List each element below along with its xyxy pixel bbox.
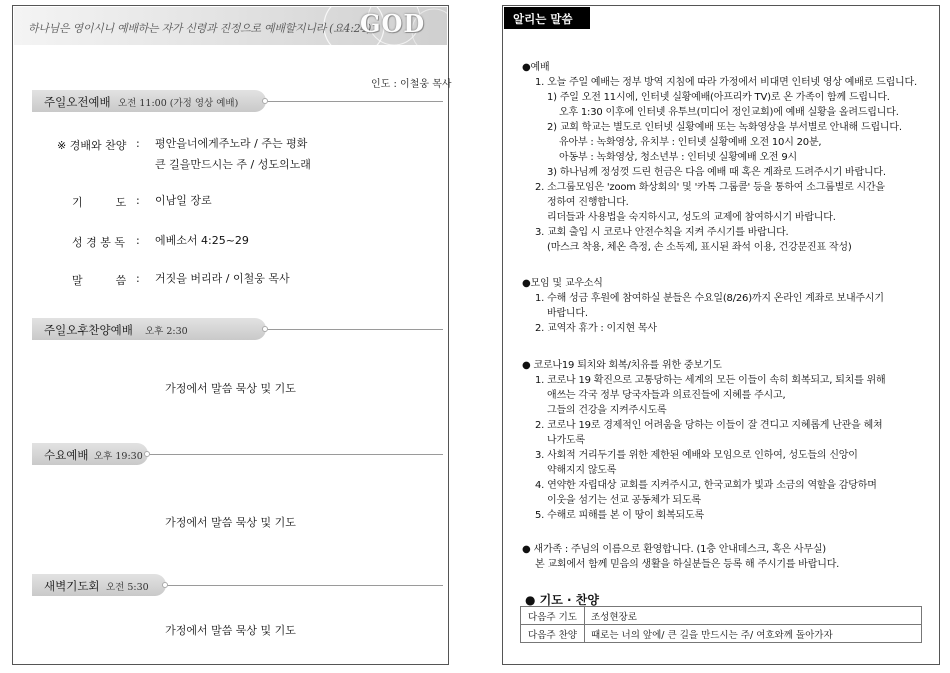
announcements-page — [502, 5, 940, 665]
notice-line: 그들의 건강을 지켜주시도록 — [547, 405, 667, 416]
section-title: 주일오후찬양예배 — [44, 323, 133, 337]
prayer-praise-title: ● 기도 · 찬양 — [525, 593, 599, 607]
row-label-praise: ※ 경배와 찬양 — [57, 139, 127, 152]
notice-line: 오후 1:30 이후에 인터넷 유투브(미디어 정인교회)에 예배 실황을 올려드립니다. — [559, 107, 899, 118]
table-value: 때로는 너의 앞에/ 큰 길을 만드시는 주/ 여호와께 돌아가자 — [585, 625, 922, 643]
section-title: 새벽기도회 — [44, 579, 100, 593]
notice-line: 1. 오늘 주일 예배는 정부 방역 지침에 따라 가정에서 비대면 인터넷 영상 예배로 드립니다. — [535, 77, 917, 88]
section-time: 오전 11:00 (가정 영상 예배) — [118, 98, 239, 109]
notice-line: 4. 연약한 자립대상 교회를 지켜주시고, 한국교회가 빛과 소금의 역할을 감당하며 — [535, 480, 877, 491]
notice-line: 정하여 진행합니다. — [547, 197, 629, 208]
notice-line: 1) 주일 오전 11시에, 인터넷 실황예배(아프리카 TV)로 온 가족이 함께 드립니다. — [547, 92, 890, 103]
notice-line: 이웃을 섬기는 선교 공동체가 되도록 — [547, 495, 701, 506]
table-value: 조성현장로 — [585, 607, 922, 625]
notice-line: 2. 소그룹모임은 'zoom 화상회의' 및 '카톡 그룹콜' 등을 통하여 소그룹별로 시간을 — [535, 182, 885, 193]
notice-line: 유아부 : 녹화영상, 유치부 : 인터넷 실황예배 오전 10시 20분, — [559, 137, 822, 148]
notice-line: 3) 하나님께 정성껏 드린 헌금은 다음 예배 때 혹은 계좌로 드려주시기 바랍니다. — [547, 167, 886, 178]
table-row — [521, 625, 922, 643]
announcements-tab: 알리는 말씀 — [504, 7, 590, 29]
row-value-scripture: 에베소서 4:25~29 — [155, 234, 249, 247]
notice-line: 바랍니다. — [547, 308, 588, 319]
table-key: 다음주 기도 — [521, 607, 585, 625]
row-label-sermon: 말 씀 — [72, 274, 127, 287]
notice-line: 2. 교역자 휴가 : 이지현 목사 — [535, 323, 657, 334]
row-value-praise: 평안을너에게주노라 / 주는 평화 큰 길을만드시는 주 / 성도의노래 — [155, 137, 311, 171]
section-time: 오후 2:30 — [145, 326, 188, 337]
notice-line: 아동부 : 녹화영상, 청소년부 : 인터넷 실황예배 오전 9시 — [559, 152, 797, 163]
afternoon-body: 가정에서 말씀 묵상 및 기도 — [165, 382, 296, 395]
row-label-prayer: 기 도 — [72, 196, 127, 209]
notice-line: 1. 코로나 19 확진으로 고통당하는 세계의 모든 이들이 속히 회복되고, 퇴치를 위해 — [535, 375, 886, 386]
notice-line: 리더들과 사용법을 숙지하시고, 성도의 교제에 참여하시기 바랍니다. — [547, 212, 836, 223]
row-label-scripture: 성 경 봉 독 — [72, 236, 125, 249]
notice-line: ● 코로나19 퇴치와 회복/치유를 위한 중보기도 — [522, 360, 722, 371]
section-title: 주일오전예배 — [44, 95, 111, 109]
wednesday-body: 가정에서 말씀 묵상 및 기도 — [165, 516, 296, 529]
notice-line: 1. 수해 성금 후원에 참여하실 분들은 수요일(8/26)까지 온라인 계좌로 보내주시기 — [535, 293, 884, 304]
notice-line: 5. 수해로 피해를 본 이 땅이 회복되도록 — [535, 510, 704, 521]
notice-line: ● 새가족 : 주님의 이름으로 환영합니다. (1층 안내데스크, 혹은 사무실) — [522, 544, 826, 555]
worship-order-page: 하나님은 영이시니 예배하는 자가 신령과 진정으로 예배할지니라 (요4:24) GOD 인도 : 이철웅 목사 주일오전예배 오전 11:00 (가정 영상 예배) ※ 경배와 찬양 : 평안을너에게주노라 / 주는 평화 큰 길을만드시는 주 / 성도의노래 기 도 : 이남일 장로 성 경 봉 독 : 에베소서 4:25~29 말 씀 : 거짓을 버리라 / 이철웅 목사 주일오후찬양예배 오후 2:30 가정에서 말씀 묵상 및 기도 수요예배 오후 19:30 가정에서 말씀 묵상 및 기도 새벽기도회 오전 5:30 가정에서 말씀 묵상 및 기도 — [12, 5, 449, 665]
banner-scripture-text: 하나님은 영이시니 예배하는 자가 신령과 진정으로 예배할지니라 (요4:24) — [28, 22, 371, 35]
dawn-body: 가정에서 말씀 묵상 및 기도 — [165, 624, 296, 637]
notice-line: 애쓰는 각국 정부 당국자들과 의료진들에 지혜를 주시고, — [547, 390, 786, 401]
section-title: 수요예배 — [44, 448, 89, 462]
notice-line: 나가도록 — [547, 435, 585, 446]
table-row — [521, 607, 922, 625]
row-value-prayer: 이남일 장로 — [155, 194, 212, 207]
notice-line: ●모임 및 교우소식 — [522, 278, 603, 289]
notice-line: 3. 교회 출입 시 코로나 안전수칙을 지켜 주시기를 바랍니다. — [535, 227, 789, 238]
section-time: 오후 19:30 — [94, 451, 143, 462]
table-key: 다음주 찬양 — [521, 625, 585, 643]
notice-line: 본 교회에서 함께 믿음의 생활을 하실분들은 등록 해 주시기를 바랍니다. — [535, 559, 840, 570]
prayer-praise-table — [520, 606, 922, 643]
scripture-banner — [14, 7, 447, 45]
worship-leader: 인도 : 이철웅 목사 — [371, 79, 452, 90]
notice-line: ●예배 — [522, 62, 550, 73]
row-value-sermon: 거짓을 버리라 / 이철웅 목사 — [155, 272, 290, 285]
section-time: 오전 5:30 — [106, 582, 149, 593]
god-logo: GOD — [360, 9, 426, 38]
notice-line: 약해지지 않도록 — [547, 465, 617, 476]
notice-line: 3. 사회적 거리두기를 위한 제한된 예배와 모임으로 인하여, 성도들의 신앙이 — [535, 450, 858, 461]
notice-line: (마스크 착용, 체온 측정, 손 소독제, 표시된 좌석 이용, 건강문진표 작성) — [547, 242, 852, 253]
notice-line: 2. 코로나 19로 경제적인 어려움을 당하는 이들이 잘 견디고 지혜롭게 난관을 헤쳐 — [535, 420, 883, 431]
notice-line: 2) 교회 학교는 별도로 인터넷 실황예배 또는 녹화영상을 부서별로 안내해 드립니다. — [547, 122, 902, 133]
